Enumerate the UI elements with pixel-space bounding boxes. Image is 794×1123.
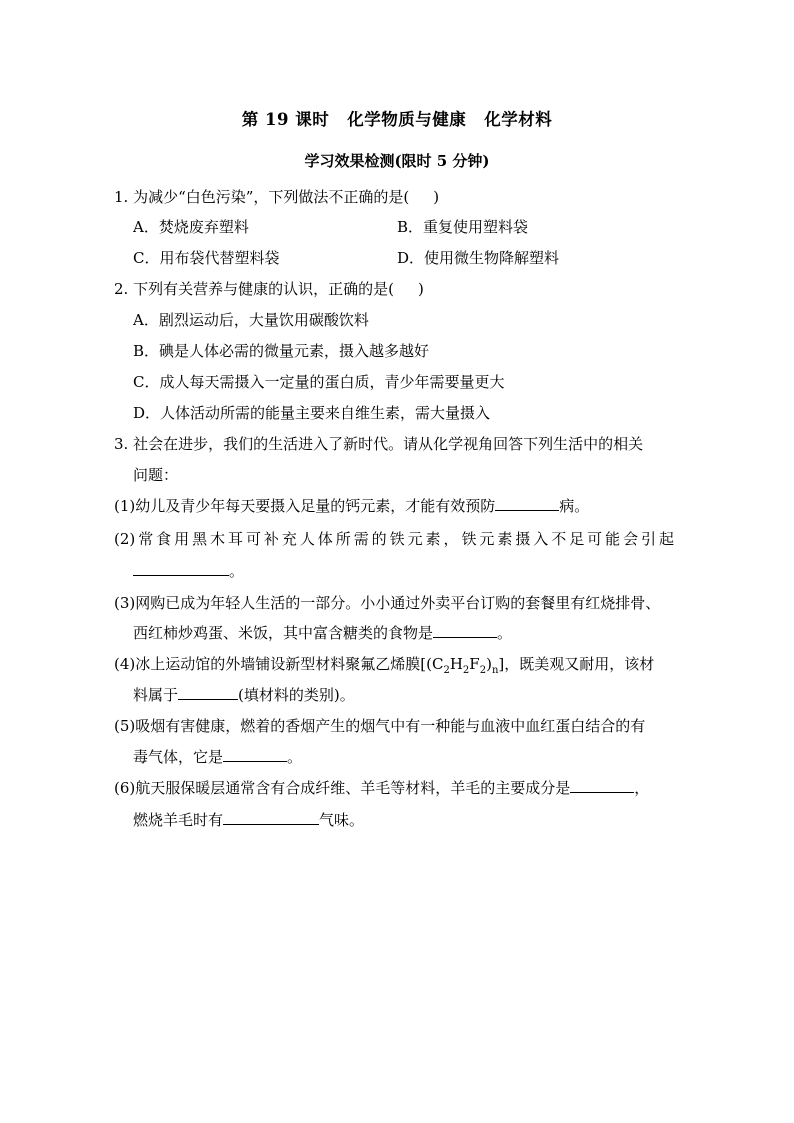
answer-blank[interactable] [223, 810, 319, 825]
page-subtitle: 学习效果检测(限时 5 分钟) [304, 152, 490, 170]
answer-blank[interactable] [433, 623, 497, 638]
question-3-part-5-cont: 毒气体，它是 。 [133, 748, 303, 766]
question-1-option-a: A．焚烧废弃塑料 [133, 218, 249, 236]
question-1-stem: 1. 为减少“白色污染”，下列做法不正确的是( ) [114, 188, 440, 206]
question-2-option-b: B．碘是人体必需的微量元素，摄入越多越好 [133, 342, 430, 360]
answer-blank[interactable] [178, 685, 238, 700]
answer-blank[interactable] [570, 778, 634, 793]
question-3-part-2-cont: 。 [133, 561, 244, 581]
question-2-option-c: C．成人每天需摄入一定量的蛋白质，青少年需要量更大 [133, 373, 505, 391]
answer-blank[interactable] [495, 496, 559, 511]
question-3-part-1: (1)幼儿及青少年每天要摄入足量的钙元素，才能有效预防 病。 [114, 497, 590, 515]
question-3-stem-cont: 问题： [133, 466, 179, 484]
page-title [0, 106, 794, 130]
answer-blank[interactable] [133, 561, 229, 576]
question-3-part-5: (5)吸烟有害健康，燃着的香烟产生的烟气中有一种能与血液中血红蛋白结合的有 [114, 717, 646, 735]
lesson-number: 第 19 课时 [241, 110, 330, 129]
question-1-option-b: B．重复使用塑料袋 [397, 218, 529, 236]
question-3-part-3: (3)网购已成为年轻人生活的一部分。小小通过外卖平台订购的套餐里有红烧排骨、 [114, 594, 661, 612]
question-2-option-a: A．剧烈运动后，大量饮用碳酸饮料 [133, 311, 369, 329]
question-3-stem: 3. 社会在进步，我们的生活进入了新时代。请从化学视角回答下列生活中的相关 [114, 435, 644, 453]
question-2-option-d: D．人体活动所需的能量主要来自维生素，需大量摄入 [133, 404, 491, 422]
question-3-part-6-cont: 燃烧羊毛时有 气味。 [133, 811, 365, 829]
question-3-part-6: (6)航天服保暖层通常含有合成纤维、羊毛等材料，羊毛的主要成分是 ， [114, 779, 650, 797]
topic-materials: 化学材料 [484, 110, 553, 129]
answer-blank[interactable] [223, 747, 287, 762]
question-3-part-2: (2)常食用黑木耳可补充人体所需的铁元素，铁元素摄入不足可能会引起 [114, 530, 674, 548]
question-1-option-d: D．使用微生物降解塑料 [397, 249, 560, 267]
question-3-part-4-cont: 料属于 (填材料的类别)。 [133, 686, 355, 704]
topic-health: 化学物质与健康 [347, 110, 467, 129]
question-1-option-c: C．用布袋代替塑料袋 [133, 249, 280, 267]
question-3-part-4: (4)冰上运动馆的外墙铺设新型材料聚氟乙烯膜$[(C_2H_2F_2)_n]$，既美观又耐用，该材 [114, 655, 655, 676]
question-2-stem: 2. 下列有关营养与健康的认识，正确的是( ) [114, 280, 424, 298]
question-3-part-3-cont: 西红柿炒鸡蛋、米饭，其中富含糖类的食物是 。 [133, 624, 513, 642]
